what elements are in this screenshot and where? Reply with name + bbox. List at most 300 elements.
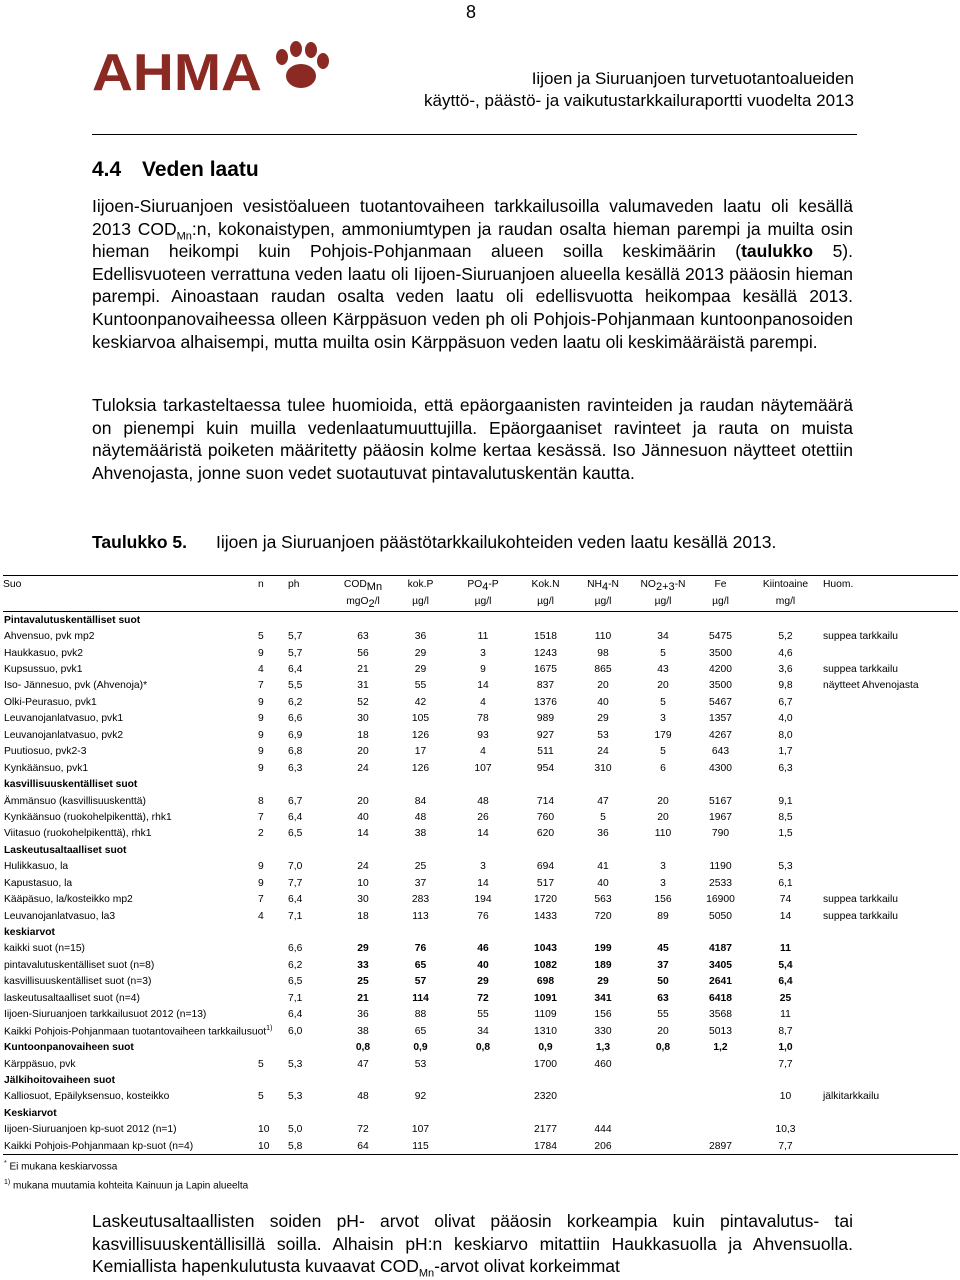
- col-n: n: [258, 576, 288, 593]
- table-group-header: [3, 1105, 958, 1121]
- cell-kokp: 0,9: [413, 1042, 428, 1054]
- cell-no23: [633, 1138, 693, 1155]
- cell-n: 9: [258, 746, 264, 758]
- table-group-header: [3, 612, 958, 629]
- cell-n: 7: [258, 894, 264, 906]
- cell-kiinto: 25: [779, 992, 792, 1004]
- cell-kiinto: 5,2: [778, 631, 793, 643]
- cell-fe: 1357: [709, 713, 732, 725]
- table-units-row: [3, 592, 958, 612]
- table-row: [3, 826, 958, 842]
- cell-nh4: 36: [597, 828, 609, 840]
- row-name: Kaikki Pohjois-Pohjanmaan tuotantovaiheen tarkkailusuot$^{1)}$: [4, 1024, 273, 1038]
- row-name: Kupsussuo, pvk1: [4, 664, 83, 676]
- table-row: [3, 694, 958, 710]
- row-name: Leuvanojanlatvasuo, pvk2: [4, 729, 124, 741]
- cell-nh4: 206: [573, 1138, 633, 1155]
- cell-ph: 6,2: [288, 696, 303, 708]
- table-row: [3, 661, 958, 677]
- cell-kokn: 517: [536, 877, 555, 889]
- cell-kokn: 1043: [534, 943, 557, 955]
- cell-n: 9: [258, 729, 264, 741]
- cell-ph: 6,0: [288, 1025, 303, 1037]
- cell-huom: [823, 859, 958, 875]
- cell-ph: 5,5: [288, 680, 303, 692]
- row-name: Kaikki Pohjois-Pohjanmaan kp-suot (n=4): [3, 1138, 258, 1155]
- cell-kiinto: 4,6: [778, 647, 793, 659]
- cell-nh4: 29: [597, 713, 609, 725]
- cell-huom: [823, 645, 958, 661]
- cell-kokp: 42: [414, 696, 427, 708]
- cell-cod: 18: [357, 729, 369, 741]
- col-po4: $PO_4-P$: [448, 576, 518, 593]
- cell-kokn: 1675: [534, 664, 557, 676]
- cell-no23: 5: [660, 746, 666, 758]
- cell-kokn: 1784: [518, 1138, 573, 1155]
- cell-kokn: 1082: [534, 959, 557, 971]
- cell-kiinto: 1,7: [778, 746, 793, 758]
- table-row: [3, 974, 958, 990]
- table-group-header: [3, 1039, 958, 1055]
- cell-po4: [448, 1138, 518, 1155]
- cell-kokn: 1433: [534, 910, 557, 922]
- cell-huom: [823, 875, 958, 891]
- table-group-header: [3, 924, 958, 940]
- cell-ph: 6,9: [288, 729, 303, 741]
- cell-cod: 21: [357, 664, 369, 676]
- cell-kokp: 115: [393, 1138, 448, 1155]
- table-row: [3, 760, 958, 776]
- cell-huom: [823, 793, 958, 809]
- cell-po4: [448, 1056, 518, 1072]
- cell-kokp: 29: [414, 664, 427, 676]
- cell-huom: [823, 727, 958, 743]
- cell-cod: 29: [357, 943, 369, 955]
- col-suo: Suo: [3, 576, 258, 593]
- cell-kokp: 17: [414, 746, 427, 758]
- cell-no23: 55: [657, 1009, 669, 1021]
- cell-kokn: 511: [537, 746, 554, 758]
- cell-fe: 2533: [709, 877, 732, 889]
- cell-n: 9: [258, 861, 264, 873]
- table-row: [3, 1007, 958, 1023]
- cell-kokn: 1310: [534, 1025, 557, 1037]
- unit-fe: µg/l: [693, 592, 748, 612]
- cell-po4: 9: [480, 664, 486, 676]
- cell-huom: suppea tarkkailu: [823, 664, 898, 676]
- cell-cod: 14: [357, 828, 369, 840]
- cell-nh4: 1,3: [595, 1042, 611, 1054]
- cell-cod: 20: [357, 746, 369, 758]
- cell-po4: 4: [480, 696, 486, 708]
- cell-fe: 2897: [693, 1138, 748, 1155]
- cell-kokn: 927: [536, 729, 555, 741]
- cell-po4: 34: [477, 1025, 489, 1037]
- cell-kokp: 76: [414, 943, 427, 955]
- cell-cod: 30: [357, 713, 369, 725]
- cell-n: 5: [258, 1058, 264, 1070]
- cell-no23: 3: [660, 861, 666, 873]
- cell-no23: 3: [660, 713, 666, 725]
- cell-kokn: 954: [536, 762, 555, 774]
- cell-cod: 33: [357, 959, 369, 971]
- cell-ph: 5,7: [288, 647, 303, 659]
- cell-nh4: 563: [594, 894, 612, 906]
- cell-kiinto: 8,5: [778, 811, 793, 823]
- cell-po4: 4: [480, 746, 486, 758]
- cell-no23: [633, 1089, 693, 1105]
- cell-kokp: 55: [414, 680, 427, 692]
- group-title: kasvillisuuskentälliset suot: [4, 779, 138, 791]
- cell-po4: 3: [480, 861, 486, 873]
- cell-n: 10: [258, 1124, 270, 1136]
- table-row: [3, 1023, 958, 1039]
- cell-ph: 7,7: [288, 877, 303, 889]
- cell-huom: [823, 1122, 958, 1138]
- cell-kokp: 37: [414, 877, 427, 889]
- cell-no23: 20: [657, 680, 669, 692]
- table-caption-text: Iijoen ja Siuruanjoen päästötarkkailukohteiden veden laatu kesällä 2013.: [216, 532, 777, 552]
- cell-kokn: 620: [536, 828, 555, 840]
- cell-kiinto: 6,4: [778, 976, 793, 988]
- group-title: Kuntoonpanovaiheen suot: [4, 1042, 134, 1054]
- row-name: kasvillisuuskentälliset suot (n=3): [4, 976, 152, 988]
- cell-cod: 64: [333, 1138, 393, 1155]
- cell-kokp: 126: [411, 762, 430, 774]
- cell-po4: [448, 1089, 518, 1105]
- cell-cod: 10: [357, 877, 369, 889]
- row-name: Kalliosuot, Epäilyksensuo, kosteikko: [4, 1091, 170, 1103]
- cell-ph: 6,3: [288, 762, 303, 774]
- cell-fe: 4267: [709, 729, 732, 741]
- row-name: Leuvanojanlatvasuo, pvk1: [4, 713, 124, 725]
- cell-no23: 50: [657, 976, 669, 988]
- cell-fe: [693, 1056, 748, 1072]
- cell-kiinto: 74: [779, 894, 792, 906]
- table-notes: [4, 1156, 248, 1195]
- group-title: keskiarvot: [4, 927, 55, 939]
- cell-no23: 45: [657, 943, 669, 955]
- table-row: [3, 793, 958, 809]
- cell-ph: 7,1: [288, 910, 303, 922]
- section-title: Veden laatu: [142, 158, 259, 181]
- paw-icon: [276, 41, 329, 88]
- cell-po4: 29: [477, 976, 489, 988]
- table-group-header: [3, 776, 958, 792]
- paragraph-1: Iijoen-Siuruanjoen vesistöalueen tuotantovaiheen tarkkailusoilla valumaveden laatu oli kesällä 2013 $COD_{Mn}:n$, kokonaistypen, ammoniumtypen ja raudan osalta hieman parempi ja muilta osin hieman heikompi kuin Pohjois-Pohjanmaan alueen soilla keskimäärin (taulukko 5). Edellisvuoteen verrattuna veden laatu oli Iijoen-Siuruanjoen alueella kesällä 2013 pääosin hieman parempi. Ainoastaan raudan osalta veden laatu oli edellisvuotta heikompaa kesällä 2013. Kuntoonpanovaiheessa olleen Kärppäsuon veden ph oli Pohjois-Pohjanmaan kuntoonpanosoiden keskiarvoa alhaisempi, mutta muilta osin Kärppäsuon veden laatu oli keskimääräistä parempi.: [92, 196, 853, 352]
- report-title-line2: käyttö-, päästö- ja vaikutustarkkailuraportti vuodelta 2013: [424, 91, 854, 110]
- cell-kokn: 1700: [534, 1058, 557, 1070]
- cell-huom: [823, 974, 958, 990]
- cell-no23: 37: [657, 959, 669, 971]
- table-row: [3, 908, 958, 924]
- cell-kiinto: 4,0: [778, 713, 793, 725]
- cell-no23: 5: [660, 647, 666, 659]
- cell-kokn: 1720: [534, 894, 557, 906]
- cell-po4: 72: [477, 992, 489, 1004]
- cell-fe: 3500: [709, 680, 732, 692]
- cell-fe: [693, 1089, 748, 1105]
- table-row: [3, 645, 958, 661]
- cell-huom: [823, 1138, 958, 1155]
- header-rule: [92, 134, 857, 135]
- cell-fe: 3405: [709, 959, 732, 971]
- cell-fe: 1,2: [713, 1042, 728, 1054]
- cell-po4: 14: [477, 680, 489, 692]
- cell-cod: 20: [357, 795, 369, 807]
- cell-kokp: 65: [414, 1025, 427, 1037]
- cell-no23: 3: [660, 877, 666, 889]
- cell-fe: 4300: [709, 762, 732, 774]
- cell-ph: 6,4: [288, 664, 303, 676]
- cell-fe: 1967: [709, 811, 732, 823]
- cell-nh4: 47: [597, 795, 609, 807]
- row-name: Olki-Peurasuo, pvk1: [4, 696, 97, 708]
- cell-no23: 6: [660, 762, 666, 774]
- table-row: [3, 809, 958, 825]
- cell-huom: [823, 957, 958, 973]
- table-row: [3, 1056, 958, 1072]
- cell-fe: 1190: [709, 861, 732, 873]
- col-cod: $COD_{Mn}$: [333, 576, 393, 593]
- unit-nh4: µg/l: [573, 592, 633, 612]
- cell-nh4: 310: [594, 762, 612, 774]
- cell-n: [258, 941, 288, 957]
- cell-huom: näytteet Ahvenojasta: [823, 680, 919, 692]
- cell-huom: jälkitarkkailu: [823, 1091, 880, 1103]
- cell-po4: 14: [477, 877, 489, 889]
- cell-fe: 4200: [709, 664, 732, 676]
- cell-huom: [823, 1023, 958, 1039]
- cell-fe: 5050: [709, 910, 732, 922]
- col-fe: Fe: [693, 576, 748, 593]
- cell-no23: 34: [657, 631, 669, 643]
- cell-no23: 20: [657, 1025, 669, 1037]
- cell-kiinto: 6,1: [778, 877, 793, 889]
- cell-huom: [823, 694, 958, 710]
- cell-po4: 194: [474, 894, 492, 906]
- cell-no23: 156: [654, 894, 672, 906]
- cell-kokp: 113: [412, 910, 429, 922]
- cell-kiinto: 6,3: [778, 762, 793, 774]
- cell-po4: 26: [477, 811, 489, 823]
- cell-kokn: 1243: [534, 647, 557, 659]
- cell-no23: 179: [654, 729, 672, 741]
- cell-cod: 24: [357, 762, 369, 774]
- cell-ph: 6,5: [288, 976, 303, 988]
- paragraph-3: Laskeutusaltaallisten soiden pH- arvot olivat pääosin korkeampia kuin pintavalutus- tai kasvillisuuskentällisillä soilla. Alhaisin pH:n keskiarvo mitattiin Haukkasuolla ja Ahvensuolla. Kemiallista hapenkulutusta kuvaavat $COD_{Mn}$-arvot olivat korkeimmat: [92, 1211, 853, 1280]
- row-name: pintavalutuskentälliset suot (n=8): [4, 959, 155, 971]
- row-name: Ahvensuo, pvk mp2: [4, 631, 95, 643]
- cell-kokn: 760: [536, 811, 555, 823]
- cell-no23: 0,8: [655, 1042, 671, 1054]
- cell-fe: 6418: [709, 992, 732, 1004]
- cell-kokn: 1376: [534, 696, 557, 708]
- table-note: $^{1)}$ mukana muutamia kohteita Kainuun ja Lapin alueelta: [4, 1179, 249, 1192]
- table-row: [3, 957, 958, 973]
- cell-fe: 643: [711, 746, 730, 758]
- cell-kiinto: 5,4: [778, 959, 793, 971]
- cell-huom: suppea tarkkailu: [823, 631, 898, 643]
- cell-kokp: 126: [411, 729, 430, 741]
- table-group-header: [3, 1072, 958, 1088]
- cell-cod: 36: [357, 1009, 369, 1021]
- cell-kokp: 283: [411, 894, 430, 906]
- cell-kiinto: 9,8: [778, 680, 793, 692]
- cell-fe: 2641: [709, 976, 732, 988]
- cell-fe: 790: [711, 828, 730, 840]
- row-name: Viitasuo (ruokohelpikenttä), rhk1: [4, 828, 152, 840]
- cell-kokp: 92: [414, 1091, 427, 1103]
- cell-kokn: 0,9: [538, 1042, 553, 1054]
- cell-kokn: 1109: [534, 1009, 557, 1021]
- cell-nh4: 5: [600, 811, 606, 823]
- cell-nh4: 460: [594, 1058, 612, 1070]
- cell-po4: 55: [477, 1009, 489, 1021]
- cell-kokp: 65: [414, 959, 427, 971]
- cell-cod: 52: [357, 696, 369, 708]
- cell-po4: 3: [480, 647, 486, 659]
- cell-kokn: 714: [536, 795, 555, 807]
- cell-nh4: 444: [594, 1124, 612, 1136]
- cell-huom: [823, 990, 958, 1006]
- cell-po4: 0,8: [475, 1042, 491, 1054]
- row-name: Iso- Jännesuo, pvk (Ahvenoja)*: [4, 680, 148, 692]
- unit-kokp: µg/l: [393, 592, 448, 612]
- cell-huom: [823, 760, 958, 776]
- cell-n: 7: [258, 680, 264, 692]
- cell-ph: 6,8: [288, 746, 303, 758]
- col-kokn: Kok.N: [518, 576, 573, 593]
- cell-fe: 3568: [709, 1009, 732, 1021]
- row-name: Iijoen-Siuruanjoen tarkkailusuot 2012 (n=13): [4, 1009, 207, 1021]
- cell-cod: 56: [357, 647, 369, 659]
- row-name: Kynkäänsuo, pvk1: [4, 762, 89, 774]
- table-row: [3, 744, 958, 760]
- cell-kokp: 48: [414, 811, 427, 823]
- cell-ph: 6,4: [288, 1009, 303, 1021]
- cell-ph: 6,5: [288, 828, 303, 840]
- col-nh4: $NH_4-N$: [573, 576, 633, 593]
- row-name: Kynkäänsuo (ruokohelpikenttä), rhk1: [4, 811, 172, 823]
- table-caption-label: Taulukko 5.: [92, 532, 187, 552]
- cell-nh4: 199: [594, 943, 612, 955]
- svg-text:AHMA: AHMA: [92, 44, 262, 102]
- cell-po4: 14: [477, 828, 489, 840]
- cell-nh4: 24: [597, 746, 609, 758]
- table-row: [3, 859, 958, 875]
- cell-n: 4: [258, 910, 264, 922]
- cell-po4: [448, 1122, 518, 1138]
- cell-ph: 5,0: [288, 1124, 303, 1136]
- cell-kokn: 694: [536, 861, 555, 873]
- cell-ph: 6,6: [288, 713, 303, 725]
- cell-n: 10: [258, 1138, 288, 1155]
- cell-cod: 30: [357, 894, 369, 906]
- cell-ph: 6,7: [288, 795, 303, 807]
- cell-cod: 25: [357, 976, 369, 988]
- cell-nh4: [573, 1089, 633, 1105]
- cell-fe: 5467: [709, 696, 732, 708]
- page-number: 8: [466, 2, 477, 22]
- cell-po4: 40: [477, 959, 489, 971]
- report-title: [424, 68, 854, 112]
- cell-cod: 72: [357, 1124, 369, 1136]
- cell-cod: 48: [357, 1091, 369, 1103]
- cell-ph: 5,3: [288, 1091, 303, 1103]
- unit-kiintoaine: mg/l: [748, 592, 823, 612]
- unit-no23: µg/l: [633, 592, 693, 612]
- unit-cod: mgO$_2$/l: [333, 592, 393, 612]
- cell-cod: 21: [357, 992, 369, 1004]
- cell-ph: 6,6: [288, 943, 303, 955]
- table-row: [3, 891, 958, 907]
- group-title: Pintavalutuskentälliset suot: [4, 614, 141, 626]
- cell-kokp: 29: [414, 647, 427, 659]
- cell-nh4: 98: [597, 647, 609, 659]
- cell-po4: 93: [477, 729, 489, 741]
- cell-kiinto: 7,7: [748, 1138, 823, 1155]
- row-name: Kääpäsuo, la/kosteikko mp2: [4, 894, 133, 906]
- cell-ph: 6,4: [288, 811, 303, 823]
- cell-nh4: 40: [597, 696, 609, 708]
- cell-kokn: 1518: [534, 631, 557, 643]
- cell-n: 7: [258, 811, 264, 823]
- table-body: [3, 612, 958, 1155]
- cell-kokp: 107: [411, 1124, 430, 1136]
- table-row: [3, 875, 958, 891]
- cell-kiinto: 11: [780, 943, 791, 955]
- row-name: Leuvanojanlatvasuo, la3: [4, 910, 116, 922]
- cell-no23: 110: [654, 828, 672, 840]
- cell-fe: 16900: [706, 894, 735, 906]
- col-no23: $NO_{2+3}-N$: [633, 576, 693, 593]
- col-kiintoaine: Kiintoaine: [748, 576, 823, 593]
- table-row: [3, 628, 958, 644]
- cell-kiinto: 3,6: [778, 664, 793, 676]
- cell-kiinto: 8,0: [778, 729, 793, 741]
- cell-cod: 63: [357, 631, 369, 643]
- cell-n: [258, 974, 288, 990]
- cell-kokp: 84: [414, 795, 427, 807]
- cell-huom: suppea tarkkailu: [823, 894, 898, 906]
- cell-ph: 6,2: [288, 959, 303, 971]
- cell-nh4: 53: [597, 729, 609, 741]
- report-title-line1: Iijoen ja Siuruanjoen turvetuotantoalueiden: [531, 69, 854, 88]
- cell-kokp: 53: [414, 1058, 427, 1070]
- col-huom: Huom.: [823, 576, 958, 593]
- cell-huom: [823, 1056, 958, 1072]
- cell-po4: 48: [477, 795, 489, 807]
- table-group-header: [3, 842, 958, 858]
- cell-nh4: 41: [597, 861, 609, 873]
- cell-n: 9: [258, 696, 264, 708]
- cell-n: 5: [258, 631, 264, 643]
- cell-kiinto: 10,3: [775, 1124, 796, 1136]
- cell-n: 9: [258, 647, 264, 659]
- cell-po4: 11: [477, 631, 489, 643]
- cell-n: [258, 990, 288, 1006]
- section-heading: [92, 158, 259, 182]
- unit-po4: µg/l: [448, 592, 518, 612]
- paragraph-2: Tuloksia tarkasteltaessa tulee huomioida, että epäorgaanisten ravinteiden ja raudan näytemäärä on pienempi kuin muilla vedenlaatumuuttujilla. Epäorgaaniset ravinteet ja rauta on muista näytemääristä poiketen määritetty pääosin kolme kertaa kesässä. Iso Jännesuon näytteet otettiin Ahvenojasta, jonne suon vedet suotautuvat pintavalutuskentän kautta.: [92, 395, 853, 483]
- cell-n: 4: [258, 664, 264, 676]
- cell-n: [258, 1007, 288, 1023]
- cell-nh4: 29: [597, 976, 609, 988]
- cell-kiinto: 1,5: [778, 828, 793, 840]
- cell-ph: 5,7: [288, 631, 303, 643]
- col-kokp: kok.P: [393, 576, 448, 593]
